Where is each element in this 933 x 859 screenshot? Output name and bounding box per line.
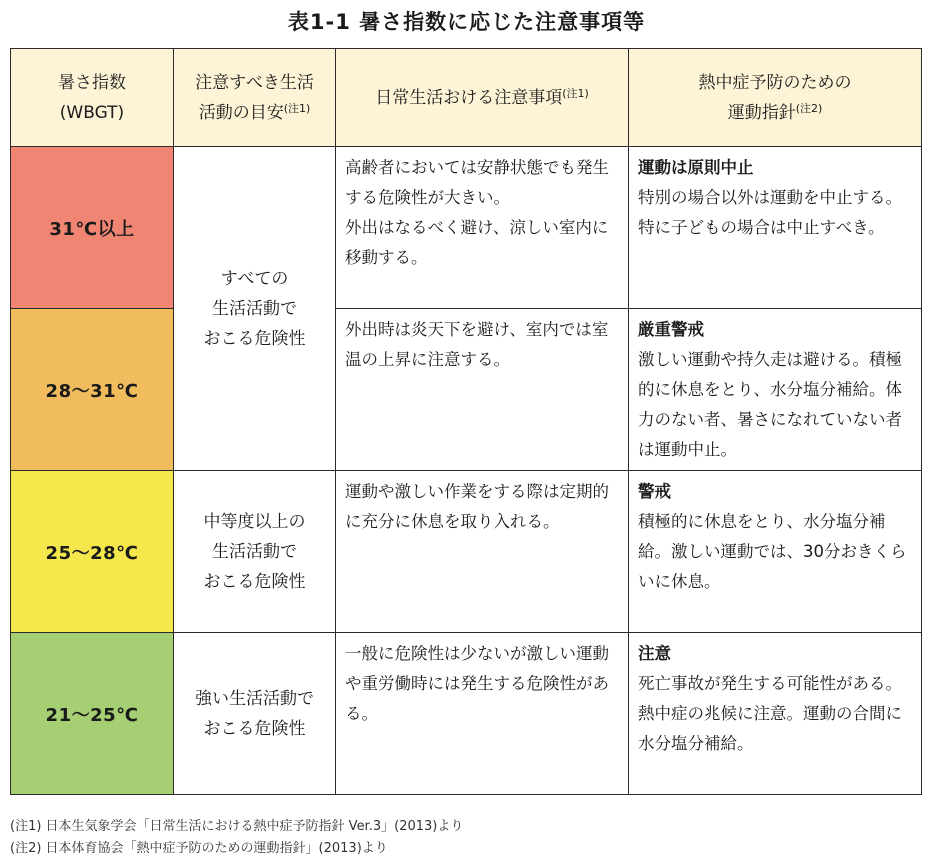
footnote-1: (注1) 日本生気象学会「日常生活における熱中症予防指針 Ver.3」(2013)より <box>10 819 464 834</box>
notes-cell <box>336 633 629 795</box>
activity-line: 中等度以上の <box>203 511 306 532</box>
footnote-2: (注2) 日本体育協会「熱中症予防のための運動指針」(2013)より <box>10 841 388 856</box>
header-activity-line2: 活動の目安 <box>198 102 284 123</box>
guide-cell <box>629 309 922 471</box>
header-row <box>11 49 922 147</box>
notes-cell <box>336 471 629 633</box>
guide-cell <box>629 633 922 795</box>
level-cell: 25〜28℃ <box>11 471 174 633</box>
table-row <box>11 633 922 795</box>
guide-title: 注意 <box>638 644 671 663</box>
notes-cell <box>336 147 629 309</box>
activity-line: 強い生活活動で <box>195 688 314 709</box>
guide-text: 死亡事故が発生する可能性がある。 熱中症の兆候に注意。運動の合間に水分塩分補給。 <box>638 674 902 753</box>
guide-text: 特別の場合以外は運動を中止する。特に子どもの場合は中止すべき。 <box>638 188 902 237</box>
header-notes-note: (注1) <box>562 86 589 100</box>
notes-cell <box>336 309 629 471</box>
level-cell: 21〜25℃ <box>11 633 174 795</box>
activity-cell <box>174 147 336 471</box>
table-title: 表1-1 暑さ指数に応じた注意事項等 <box>287 10 646 34</box>
header-guide-line1: 熱中症予防のための <box>698 72 852 93</box>
activity-cell <box>174 633 336 795</box>
table-row <box>11 147 922 309</box>
guide-text: 積極的に休息をとり、水分塩分補給。激しい運動では、30分おきくらいに休息。 <box>638 512 907 591</box>
guide-title: 運動は原則中止 <box>638 158 754 177</box>
guide-cell <box>629 471 922 633</box>
level-cell: 31℃以上 <box>11 147 174 309</box>
header-guide-line2: 運動指針 <box>727 102 796 123</box>
header-activity-line1: 注意すべき生活 <box>195 72 314 93</box>
activity-line: おこる危険性 <box>203 718 306 739</box>
header-wbgt-line1: 暑さ指数 <box>58 72 126 93</box>
activity-cell <box>174 471 336 633</box>
level-cell: 28〜31℃ <box>11 309 174 471</box>
guide-title: 厳重警戒 <box>638 320 704 339</box>
guide-cell <box>629 147 922 309</box>
wbgt-table <box>10 48 922 795</box>
header-activity <box>174 49 336 147</box>
header-notes-label: 日常生活おける注意事項 <box>375 87 563 108</box>
header-guide-note: (注2) <box>795 101 823 115</box>
guide-title: 警戒 <box>638 482 671 501</box>
header-wbgt-line2: (WBGT) <box>59 102 125 123</box>
header-notes <box>336 49 629 147</box>
notes-text: 高齢者においては安静状態でも発生する危険性が大きい。 外出はなるべく避け、涼しい室内に移動する。 <box>345 158 609 267</box>
guide-text: 激しい運動や持久走は避ける。積極的に休息をとり、水分塩分補給。体力のない者、暑さになれていない者は運動中止。 <box>638 350 902 459</box>
notes-text: 外出時は炎天下を避け、室内では室温の上昇に注意する。 <box>345 320 609 369</box>
notes-text: 運動や激しい作業をする際は定期的に充分に休息を取り入れる。 <box>345 482 609 531</box>
activity-line: おこる危険性 <box>203 571 306 592</box>
activity-line: 生活活動で <box>212 541 297 562</box>
activity-line: すべての <box>220 268 289 289</box>
header-wbgt <box>11 49 174 147</box>
header-activity-note: (注1) <box>283 101 311 115</box>
notes-text: 一般に危険性は少ないが激しい運動や重労働時には発生する危険性がある。 <box>345 644 609 723</box>
table-row <box>11 471 922 633</box>
activity-line: おこる危険性 <box>203 328 306 349</box>
header-guide <box>629 49 922 147</box>
activity-line: 生活活動で <box>212 298 297 319</box>
table-row <box>11 309 922 471</box>
